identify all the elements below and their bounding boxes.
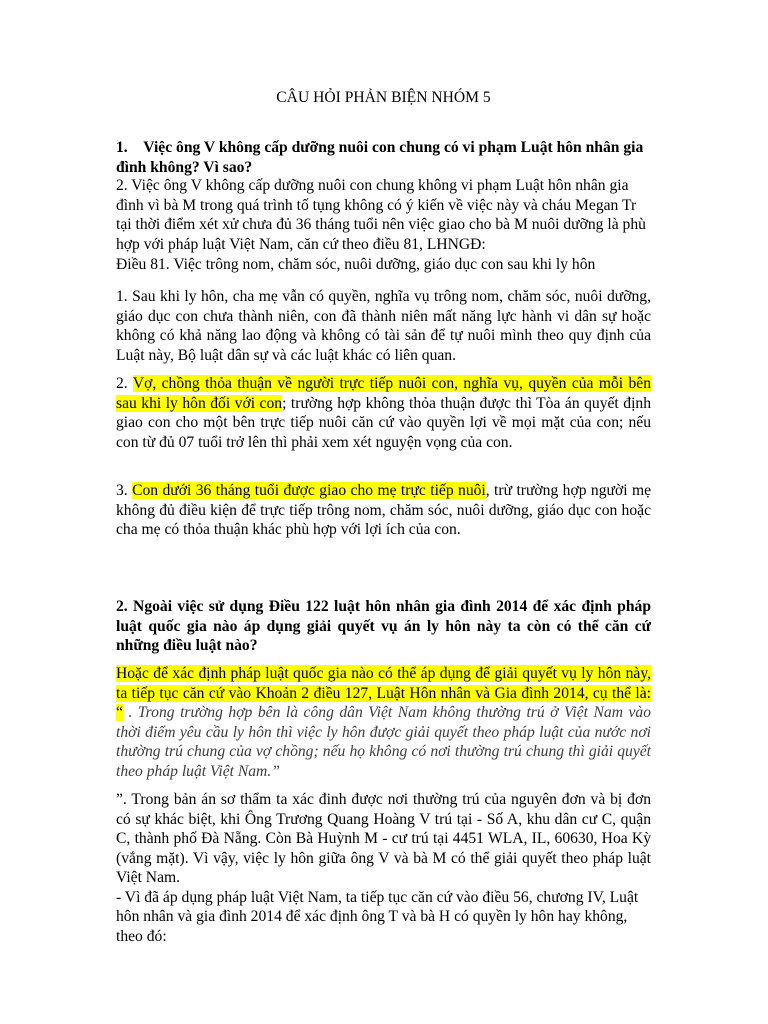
clause-3-number: 3.	[116, 482, 133, 499]
clause-3-highlight: Con dưới 36 tháng tuổi được giao cho mẹ trực tiếp nuôi	[132, 482, 486, 499]
question-1	[116, 138, 651, 177]
article-81-clause-2	[116, 374, 651, 452]
question-2: 2. Ngoài việc sử dụng Điều 122 luật hôn nhân gia đình 2014 để xác định pháp luật quốc gia nào áp dụng giải quyết vụ án ly hôn này ta còn có thể căn cứ những điều luật nào?	[116, 598, 651, 654]
answer-2-residence-paragraph: ”. Trong bản án sơ thẩm ta xác đinh được nơi thường trú của nguyên đơn và bị đơn có sự khác biệt, khi Ông Trương Quang Hoàng V trú tại - Số A, khu dân cư C, quận C, thành phố Đà Nẵng. Còn Bà Huỳnh M - cư trú tại 4451 WLA, IL, 60630, Hoa Kỳ (vắng mặt). Vì vậy, việc ly hôn giữa ông V và bà M có thể giải quyết theo pháp luật Việt Nam.	[116, 791, 651, 886]
clause-2-number: 2.	[116, 375, 133, 392]
answer-2	[116, 664, 651, 781]
answer-2-article-56-paragraph: - Vì đã áp dụng pháp luật Việt Nam, ta tiếp tục căn cứ vào điều 56, chương IV, Luật hôn nhân và gia đình 2014 để xác định ông T và bà H có quyền ly hôn hay không, theo đó:	[116, 888, 639, 945]
clause-3-rest: , trừ trường hợp người mẹ không đủ điều kiện để trực tiếp trông nom, chăm sóc, nuôi dưỡng, giáo dục con hoặc cha mẹ có thỏa thuận khác phù hợp với lợi ích của con.	[116, 482, 651, 538]
question-1-number: 1.	[116, 139, 128, 156]
clause-2-highlight: Vợ, chồng thỏa thuận về người trực tiếp nuôi con, nghĩa vụ, quyền của mỗi bên sau khi ly hôn đối với con	[116, 375, 652, 412]
article-81-clause-3	[116, 481, 651, 540]
document-title: CÂU HỎI PHẢN BIỆN NHÓM 5	[276, 89, 491, 106]
article-81-clause-1: 1. Sau khi ly hôn, cha mẹ vẫn có quyền, nghĩa vụ trông nom, chăm sóc, nuôi dưỡng, giáo dục con chưa thành niên, con đã thành niên mất năng lực hành vi dân sự hoặc không có khả năng lao động và không có tài sản để tự nuôi mình theo quy định của Luật này, Bộ luật dân sự và các luật khác có liên quan.	[116, 288, 651, 364]
answer-1: 2. Việc ông V không cấp dưỡng nuôi con chung không vi phạm Luật hôn nhân gia đình vì bà M trong quá trình tố tụng không có ý kiến về việc này và cháu Megan Tr tại thời điểm xét xử chưa đủ 36 tháng tuổi nên việc giao cho bà M nuôi dưỡng là phù hợp với pháp luật Việt Nam, căn cứ theo điều 81, LHNGĐ:	[116, 177, 646, 253]
answer-2-continued	[116, 790, 651, 946]
answer-2-highlight: Hoặc để xác định pháp luật quốc gia nào có thể áp dụng để giải quyết vụ ly hôn này, ta tiếp tục căn cứ vào Khoản 2 điều 127, Luật Hôn nhân và Gia đình 2014, cụ thể là: “	[116, 665, 651, 721]
article-127-quote: . Trong trường hợp bên là công dân Việt Nam không thường trú ở Việt Nam vào thời điểm yêu cầu ly hôn thì việc ly hôn được giải quyết theo pháp luật của nước nơi thường trú chung của vợ chồng; nếu họ không có nơi thường trú chung thì giải quyết theo pháp luật Việt Nam.”	[116, 704, 651, 780]
clause-2-rest: ; trường hợp không thỏa thuận được thì Tòa án quyết định giao con cho một bên trực tiếp nuôi căn cứ vào quyền lợi về mọi mặt của con; nếu con từ đủ 07 tuổi trở lên thì phải xem xét nguyện vọng của con.	[116, 394, 651, 451]
article-81-heading: Điều 81. Việc trông nom, chăm sóc, nuôi dưỡng, giáo dục con sau khi ly hôn	[116, 256, 596, 273]
question-1-text: Việc ông V không cấp dưỡng nuôi con chung có vi phạm Luật hôn nhân gia đình không? Vì sao?	[116, 139, 644, 176]
